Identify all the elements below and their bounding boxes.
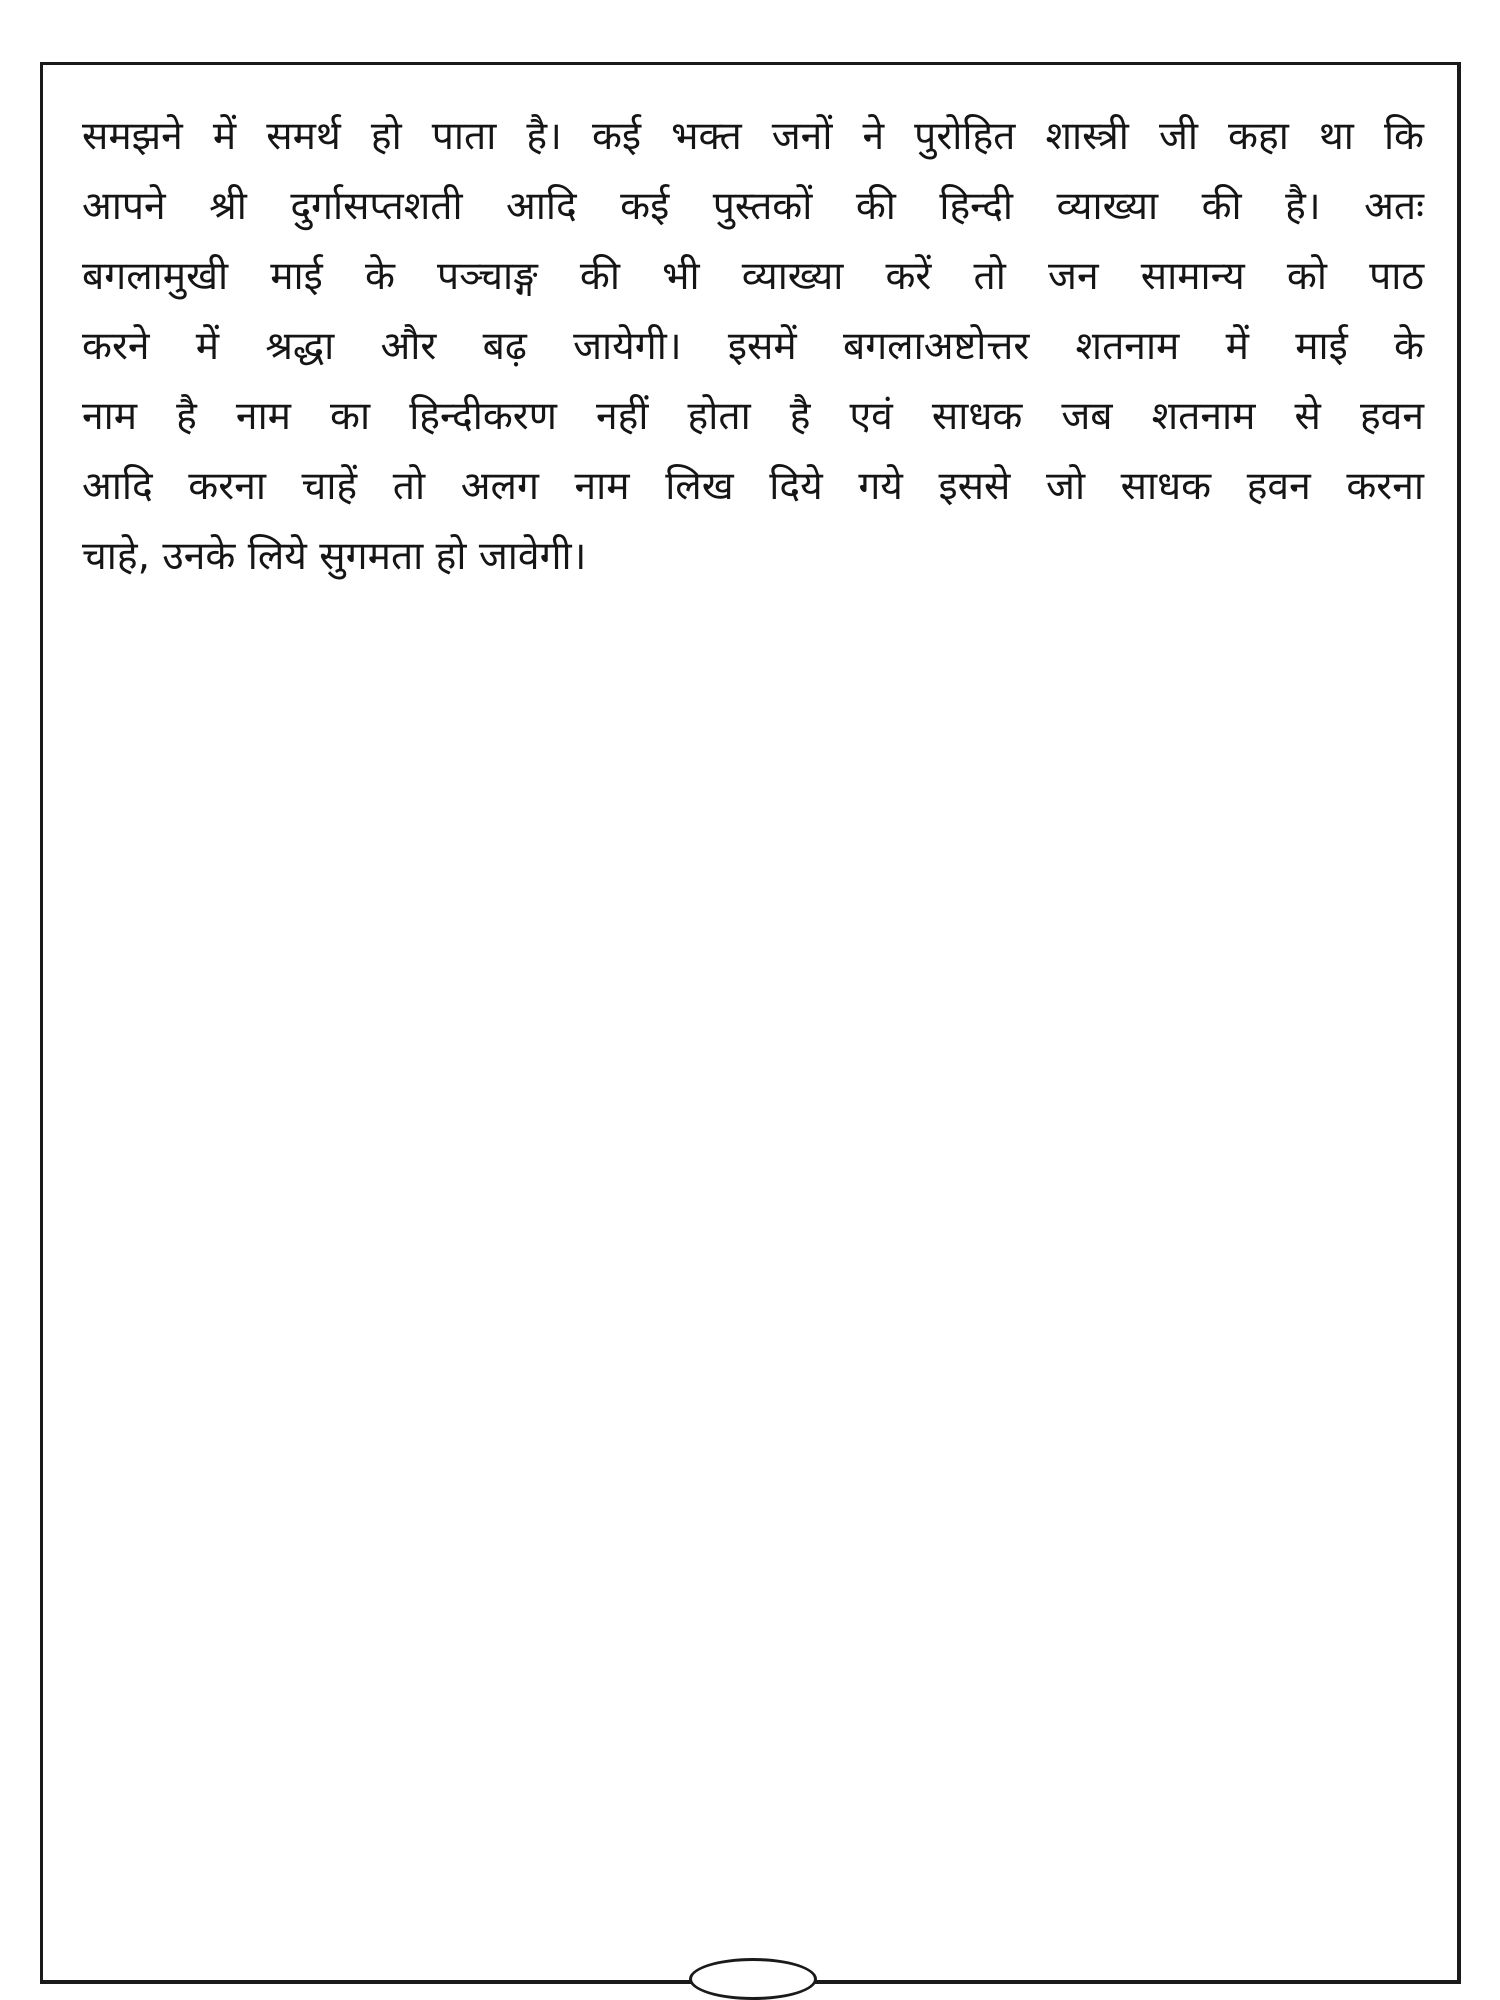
paragraph-line: आपने श्री दुर्गासप्तशती आदि कई पुस्तकों की हिन्दी व्याख्या की है। अतः (82, 184, 1424, 229)
paragraph-line: नाम है नाम का हिन्दीकरण नहीं होता है एवं साधक जब शतनाम से हवन (82, 394, 1424, 439)
paragraph-line: आदि करना चाहें तो अलग नाम लिख दिये गये इससे जो साधक हवन करना (82, 464, 1424, 509)
paragraph-line: चाहे, उनके लिये सुगमता हो जावेगी। (82, 534, 587, 579)
page-number-oval (689, 1958, 817, 2000)
paragraph-line: समझने में समर्थ हो पाता है। कई भक्त जनों ने पुरोहित शास्त्री जी कहा था कि (82, 114, 1424, 159)
paragraph-line: बगलामुखी माई के पञ्चाङ्ग की भी व्याख्या करें तो जन सामान्य को पाठ (82, 254, 1424, 299)
paragraph-line: करने में श्रद्धा और बढ़ जायेगी। इसमें बगलाअष्टोत्तर शतनाम में माई के (82, 324, 1424, 369)
body-paragraph (82, 102, 1424, 592)
